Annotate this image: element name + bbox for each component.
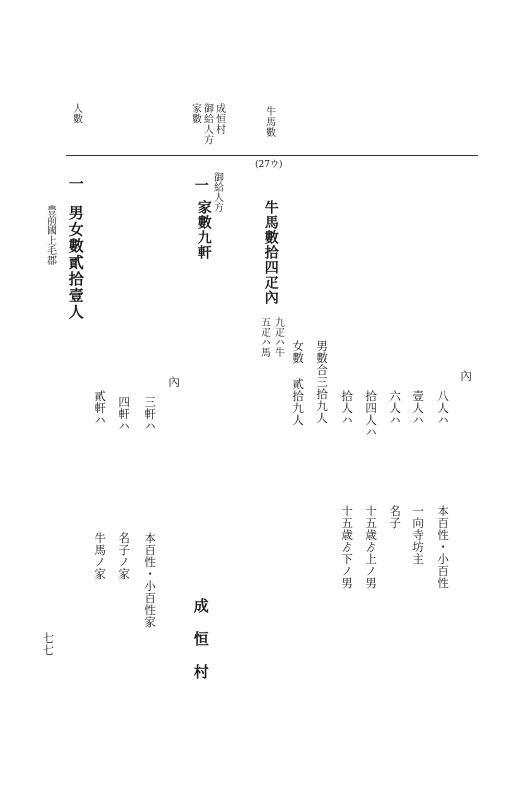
women-label: 女數: [291, 340, 306, 364]
header-house-count-1: 成恒村: [213, 103, 225, 135]
k3-desc: 牛馬ノ家: [93, 532, 108, 580]
h1-desc: 本百性・小百性: [436, 505, 451, 589]
k2-count: 四軒ハ: [117, 396, 132, 432]
gokyunin-label: 御給人方: [211, 172, 223, 212]
k2-desc: 名子ノ家: [117, 532, 132, 580]
horse-breakdown-b: 五疋ハ馬: [258, 317, 270, 357]
h3-desc: 名子: [388, 505, 403, 529]
page-number: 七七: [41, 632, 56, 656]
house-total: 家數九軒: [195, 200, 212, 260]
horse-breakdown-a: 九疋ハ牛: [272, 317, 284, 357]
header-people-count: 人數: [70, 103, 82, 124]
header-horse-count: 牛馬數: [263, 106, 275, 138]
k1-count: 三軒ハ: [143, 396, 158, 432]
women-total: 貳拾九人: [291, 378, 306, 426]
h4-count: 拾四人ハ: [364, 390, 379, 438]
region-name: 豊前國上毛郡: [44, 205, 56, 265]
house-one-mark: 一: [192, 178, 209, 193]
men-total: 男數合三拾九人: [315, 340, 330, 424]
header-house-count-2: 御給人方: [201, 103, 213, 145]
k1-desc: 本百性・小百性家: [143, 532, 158, 628]
h1-count: 八人ハ: [436, 390, 451, 426]
uchi-left: 內: [167, 376, 182, 388]
h3-count: 六人ハ: [388, 390, 403, 426]
h2-count: 壹人ハ: [411, 390, 426, 426]
uchi-right: 內: [459, 370, 474, 382]
village-name: 成恒村: [191, 598, 210, 697]
h5-count: 拾人ハ: [340, 390, 355, 426]
h4-desc: 十五歳ゟ上ノ男: [364, 505, 379, 589]
h5-desc: 十五歳ゟ下ノ男: [340, 505, 355, 589]
header-rule: [66, 155, 478, 156]
people-total: 男女數貳拾壹人: [66, 205, 85, 321]
k3-count: 貳軒ハ: [93, 390, 108, 426]
people-one-mark: 一: [66, 176, 85, 193]
h2-desc: 一向寺坊主: [411, 505, 426, 565]
header-house-count-3: 家數: [189, 103, 201, 124]
horse-total: 牛馬數拾四疋內: [262, 200, 279, 305]
photo-number: (27ウ): [255, 160, 283, 170]
